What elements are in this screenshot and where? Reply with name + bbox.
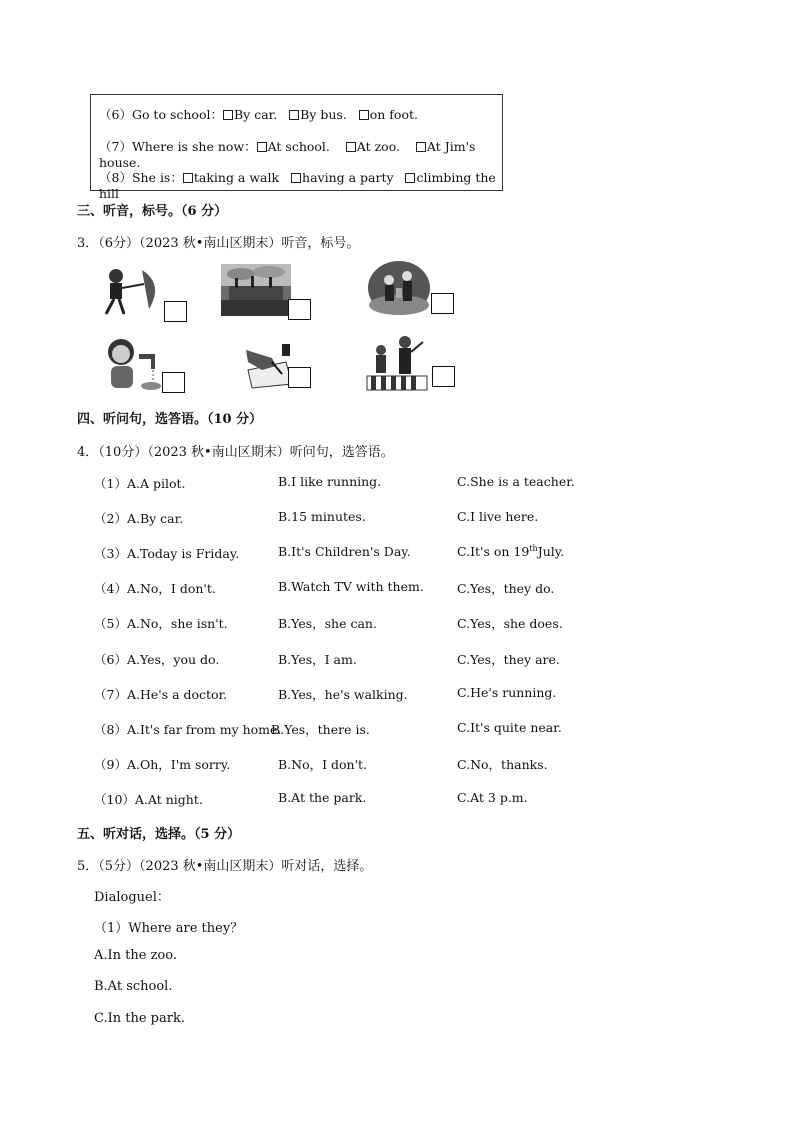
option-a[interactable]: （4）A.No，I don't. — [94, 581, 216, 596]
option-c[interactable]: C.She is a teacher. — [457, 474, 575, 489]
option-c[interactable]: C.In the park. — [94, 1011, 185, 1026]
row-label: （6）Go to school： — [99, 107, 223, 122]
section-heading: 五、听对话，选择。（5 分） — [77, 827, 241, 842]
answer-box[interactable] — [431, 293, 454, 314]
table-row — [99, 137, 502, 170]
option-c[interactable]: C.It's quite near. — [457, 720, 562, 735]
row-label: （7）Where is she now： — [99, 139, 257, 154]
option-a[interactable]: （6）A.Yes，you do. — [94, 652, 220, 667]
option-c[interactable]: C.Yes，she does. — [457, 616, 563, 631]
option-text: At school. — [267, 139, 330, 154]
option-b[interactable]: B.No，I don't. — [278, 757, 368, 772]
option-text: on foot. — [369, 107, 418, 122]
checkbox[interactable] — [289, 110, 299, 120]
option-c[interactable]: C.Yes，they are. — [457, 652, 560, 667]
table-row — [99, 168, 502, 201]
option-b[interactable]: B.Yes，there is. — [271, 722, 370, 737]
polluted-factory-icon — [221, 264, 291, 316]
hand-writing-icon — [242, 340, 294, 390]
answer-box[interactable] — [162, 372, 185, 393]
question-text: 3．（6分）（2023 秋•南山区期末）听音，标号。 — [77, 236, 360, 251]
option-text: At Jim's house. — [99, 139, 476, 170]
option-b[interactable]: B.It's Children's Day. — [278, 544, 411, 559]
option-c[interactable]: C.At 3 p.m. — [457, 790, 528, 805]
option-a[interactable]: A.In the zoo. — [94, 948, 177, 963]
option-c[interactable]: C.No，thanks. — [457, 757, 548, 772]
option-c-text: C.It's on 19 — [457, 544, 530, 560]
option-b[interactable]: B.Yes，I am. — [278, 652, 357, 667]
option-b[interactable]: B.15 minutes. — [278, 509, 366, 524]
option-b[interactable]: B.At the park. — [278, 790, 367, 805]
option-c[interactable]: C.He's running. — [457, 685, 557, 700]
answer-box[interactable] — [164, 301, 187, 322]
option-c-text: July. — [537, 544, 565, 560]
section-heading: 四、听问句，选答语。（10 分） — [77, 412, 263, 427]
option-b[interactable]: B.I like running. — [278, 474, 382, 489]
option-a[interactable]: （7）A.He's a doctor. — [94, 687, 228, 702]
answer-box[interactable] — [432, 366, 455, 387]
option-a[interactable]: （8）A.It's far from my home. — [94, 722, 282, 737]
option-text: At zoo. — [356, 139, 400, 154]
option-text: By car. — [233, 107, 278, 122]
option-text: climbing the hill — [99, 170, 496, 201]
checkbox[interactable] — [223, 110, 233, 120]
street-crossing-icon — [363, 334, 433, 392]
girl-washing-hands-icon — [101, 334, 166, 394]
option-b[interactable]: B.Watch TV with them. — [278, 579, 424, 594]
row-label: （8）She is： — [99, 170, 183, 185]
option-text: having a party — [302, 170, 394, 185]
section-heading: 三、听音，标号。（6 分） — [77, 204, 228, 219]
checkbox-table — [90, 94, 503, 201]
family-walking-icon — [367, 260, 431, 316]
dialogue-label: Dialoguel： — [94, 890, 170, 905]
option-c[interactable]: C.Yes，they do. — [457, 581, 555, 596]
checkbox[interactable] — [291, 173, 301, 183]
question-text: 5．（5分）（2023 秋•南山区期末）听对话，选择。 — [77, 859, 373, 874]
option-a[interactable]: （2）A.By car. — [94, 511, 184, 526]
option-a[interactable]: （5）A.No，she isn't. — [94, 616, 228, 631]
checkbox[interactable] — [257, 142, 267, 152]
sub-question: （1）Where are they？ — [94, 921, 244, 936]
question-text: 4．（10分）（2023 秋•南山区期末）听问句，选答语。 — [77, 445, 394, 460]
option-a[interactable]: （1）A.A pilot. — [94, 476, 186, 491]
option-c[interactable] — [457, 544, 564, 559]
option-a[interactable]: （10）A.At night. — [94, 792, 203, 807]
table-row — [99, 105, 418, 123]
option-a[interactable]: （3）A.Today is Friday. — [94, 546, 240, 561]
checkbox[interactable] — [183, 173, 193, 183]
checkbox[interactable] — [416, 142, 426, 152]
option-b[interactable]: B.Yes，he's walking. — [278, 687, 408, 702]
option-text: taking a walk — [193, 170, 280, 185]
option-text: By bus. — [300, 107, 347, 122]
answer-box[interactable] — [288, 299, 311, 320]
checkbox[interactable] — [346, 142, 356, 152]
umbrella-wind-icon — [94, 264, 164, 319]
option-c[interactable]: C.I live here. — [457, 509, 539, 524]
checkbox[interactable] — [405, 173, 415, 183]
checkbox[interactable] — [359, 110, 369, 120]
ordinal-suffix: th — [529, 544, 538, 553]
option-a[interactable]: （9）A.Oh，I'm sorry. — [94, 757, 231, 772]
option-b[interactable]: B.At school. — [94, 979, 173, 994]
answer-box[interactable] — [288, 367, 311, 388]
option-b[interactable]: B.Yes，she can. — [278, 616, 377, 631]
